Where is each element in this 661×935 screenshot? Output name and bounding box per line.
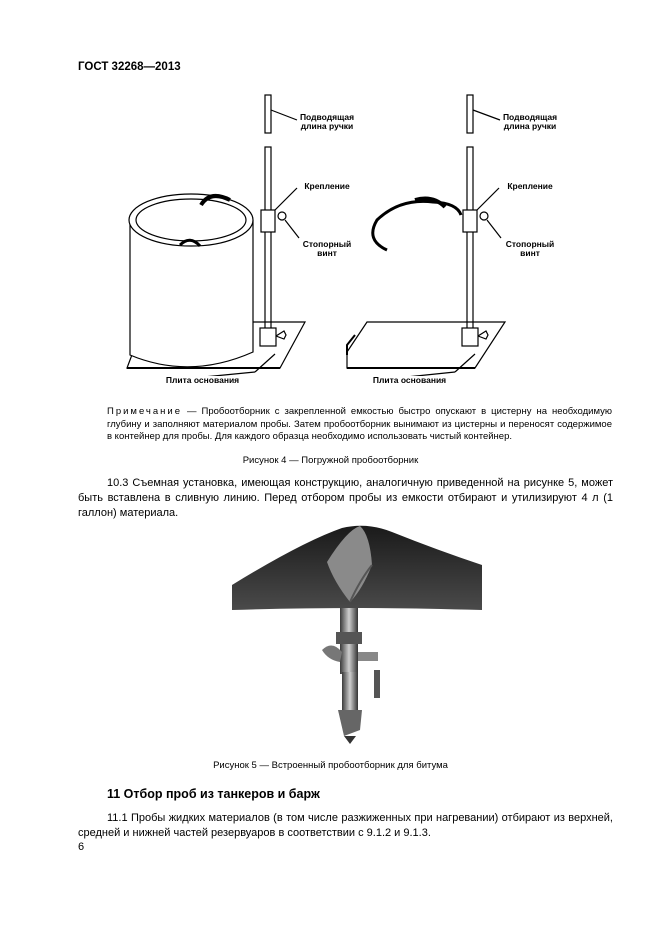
figure-5-caption: Рисунок 5 — Встроенный пробоотборник для битума: [213, 760, 448, 771]
figure-4-note: [107, 406, 612, 444]
label-handle-left: Подводящая длина ручки: [299, 112, 355, 131]
section-11-title: 11 Отбор проб из танкеров и барж: [107, 787, 320, 801]
right-ring: [373, 201, 461, 250]
figure-5-photo: [232, 520, 482, 750]
label-mount-right: Крепление: [501, 182, 559, 191]
label-screw-left: Стопорный винт: [298, 240, 356, 258]
figure-4-caption: Рисунок 4 — Погружной пробоотборник: [242, 455, 419, 466]
label-base-left: Плита основания: [160, 376, 245, 385]
document-header: ГОСТ 32268—2013: [78, 61, 181, 73]
note-label: Примечание: [107, 406, 182, 417]
figure-5-drawing: [232, 520, 482, 750]
valve-handle: [374, 670, 380, 698]
label-screw-right: Стопорный винт: [501, 240, 559, 258]
label-mount-left: Крепление: [298, 182, 356, 191]
sampler-pipe: [340, 608, 358, 634]
figure-4: [115, 90, 585, 390]
page-number: 6: [78, 841, 85, 853]
left-rod: [265, 95, 271, 133]
label-handle-right: Подводящая длина ручки: [502, 112, 558, 131]
right-base-plate: [347, 322, 505, 368]
paragraph-11-1: 11.1 Пробы жидких материалов (в том числе разжиженных при нагревании) отбирают из верхней, средней и нижней частей резервуаров в соответствии с 9.1.2 и 9.1.3.: [78, 812, 613, 839]
note-text: — Пробоотборник с закрепленной емкостью быстро опускают в цистерну на необходимую глубину и заполняют материалом пробы. Затем пробоотборник вынимают из цистерны и переносят содержимое в контейнер для пробы. Для каждого образца необходимо использовать чистый контейнер.: [107, 406, 612, 442]
label-base-right: Плита основания: [367, 376, 452, 385]
paragraph-10-3: 10.3 Съемная установка, имеющая конструкцию, аналогичную приведенной на рисунке 5, может быть вставлена в сливную линию. Перед отбором пробы из емкости отбирают и утилизируют 4 л (1 галлон) материала.: [78, 477, 613, 519]
right-rod: [467, 95, 473, 133]
